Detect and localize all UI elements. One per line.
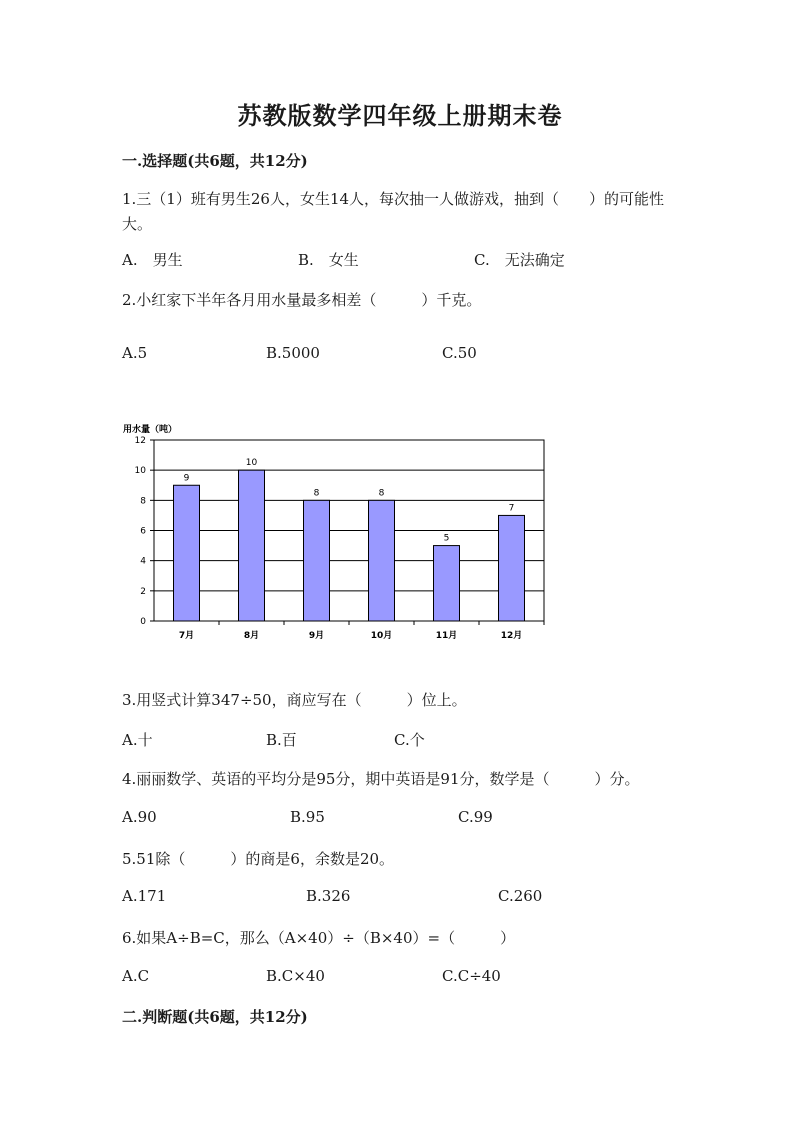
water-usage-bar-chart (118, 420, 558, 650)
bar-value-label: 7 (508, 503, 515, 514)
section-heading-judgement: 二.判断题(共6题，共12分) (122, 1008, 308, 1026)
section-heading-choice: 一.选择题(共6题，共12分) (122, 152, 308, 170)
y-tick-label: 2 (140, 586, 146, 597)
bar-value-label: 8 (313, 488, 320, 499)
y-tick-label: 4 (140, 556, 146, 567)
q6-option-c: C.C÷40 (442, 967, 501, 985)
x-category-label: 9月 (308, 631, 325, 641)
q4-option-a: A.90 (122, 808, 157, 826)
question-3: 3.用竖式计算347÷50，商应写在（ ）位上。 (122, 691, 467, 709)
q3-option-c: C.个 (394, 731, 425, 749)
x-category-label: 7月 (178, 631, 195, 641)
q1-option-c: C. 无法确定 (474, 251, 565, 269)
q6-option-b: B.C×40 (266, 967, 325, 985)
question-1: 1.三（1）班有男生26人，女生14人，每次抽一人做游戏，抽到（ ）的可能性大。 (122, 190, 665, 233)
q5-option-a: A.171 (122, 887, 167, 905)
q5-option-c: C.260 (498, 887, 543, 905)
q4-option-c: C.99 (458, 808, 493, 826)
x-category-label: 12月 (500, 631, 523, 641)
q3-option-b: B.百 (266, 731, 297, 749)
q1-option-a: A. 男生 (122, 251, 183, 269)
bar-1 (174, 485, 200, 621)
bar-value-label: 9 (183, 473, 190, 484)
question-2: 2.小红家下半年各月用水量最多相差（ ）千克。 (122, 291, 482, 309)
y-tick-label: 10 (134, 466, 146, 477)
x-category-label: 10月 (370, 631, 393, 641)
q2-option-c: C.50 (442, 344, 477, 362)
q2-option-b: B.5000 (266, 344, 320, 362)
bar-value-label: 5 (443, 533, 450, 544)
y-tick-label: 8 (140, 496, 146, 507)
q3-option-a: A.十 (122, 731, 153, 749)
question-5: 5.51除（ ）的商是6，余数是20。 (122, 850, 395, 868)
q6-option-a: A.C (122, 967, 150, 985)
question-4: 4.丽丽数学、英语的平均分是95分，期中英语是91分，数学是（ ）分。 (122, 770, 640, 788)
q5-option-b: B.326 (306, 887, 351, 905)
bar-3 (304, 500, 330, 621)
x-category-label: 8月 (243, 631, 260, 641)
bar-4 (369, 500, 395, 621)
y-tick-label: 0 (140, 617, 146, 627)
bar-6 (499, 515, 525, 621)
q1-option-b: B. 女生 (298, 251, 359, 269)
bar-value-label: 10 (245, 458, 258, 469)
page-title: 苏教版数学四年级上册期末卷 (237, 101, 563, 130)
q2-option-a: A.5 (122, 344, 148, 362)
question-6: 6.如果A÷B=C，那么（A×40）÷（B×40）=（ ） (122, 929, 516, 947)
q4-option-b: B.95 (290, 808, 325, 826)
bar-value-label: 8 (378, 488, 385, 499)
y-tick-label: 12 (134, 436, 146, 446)
y-axis-label: 用水量（吨） (123, 425, 178, 435)
y-tick-label: 6 (140, 526, 146, 537)
x-category-label: 11月 (435, 631, 458, 641)
bar-5 (434, 546, 460, 621)
bar-2 (239, 470, 265, 621)
